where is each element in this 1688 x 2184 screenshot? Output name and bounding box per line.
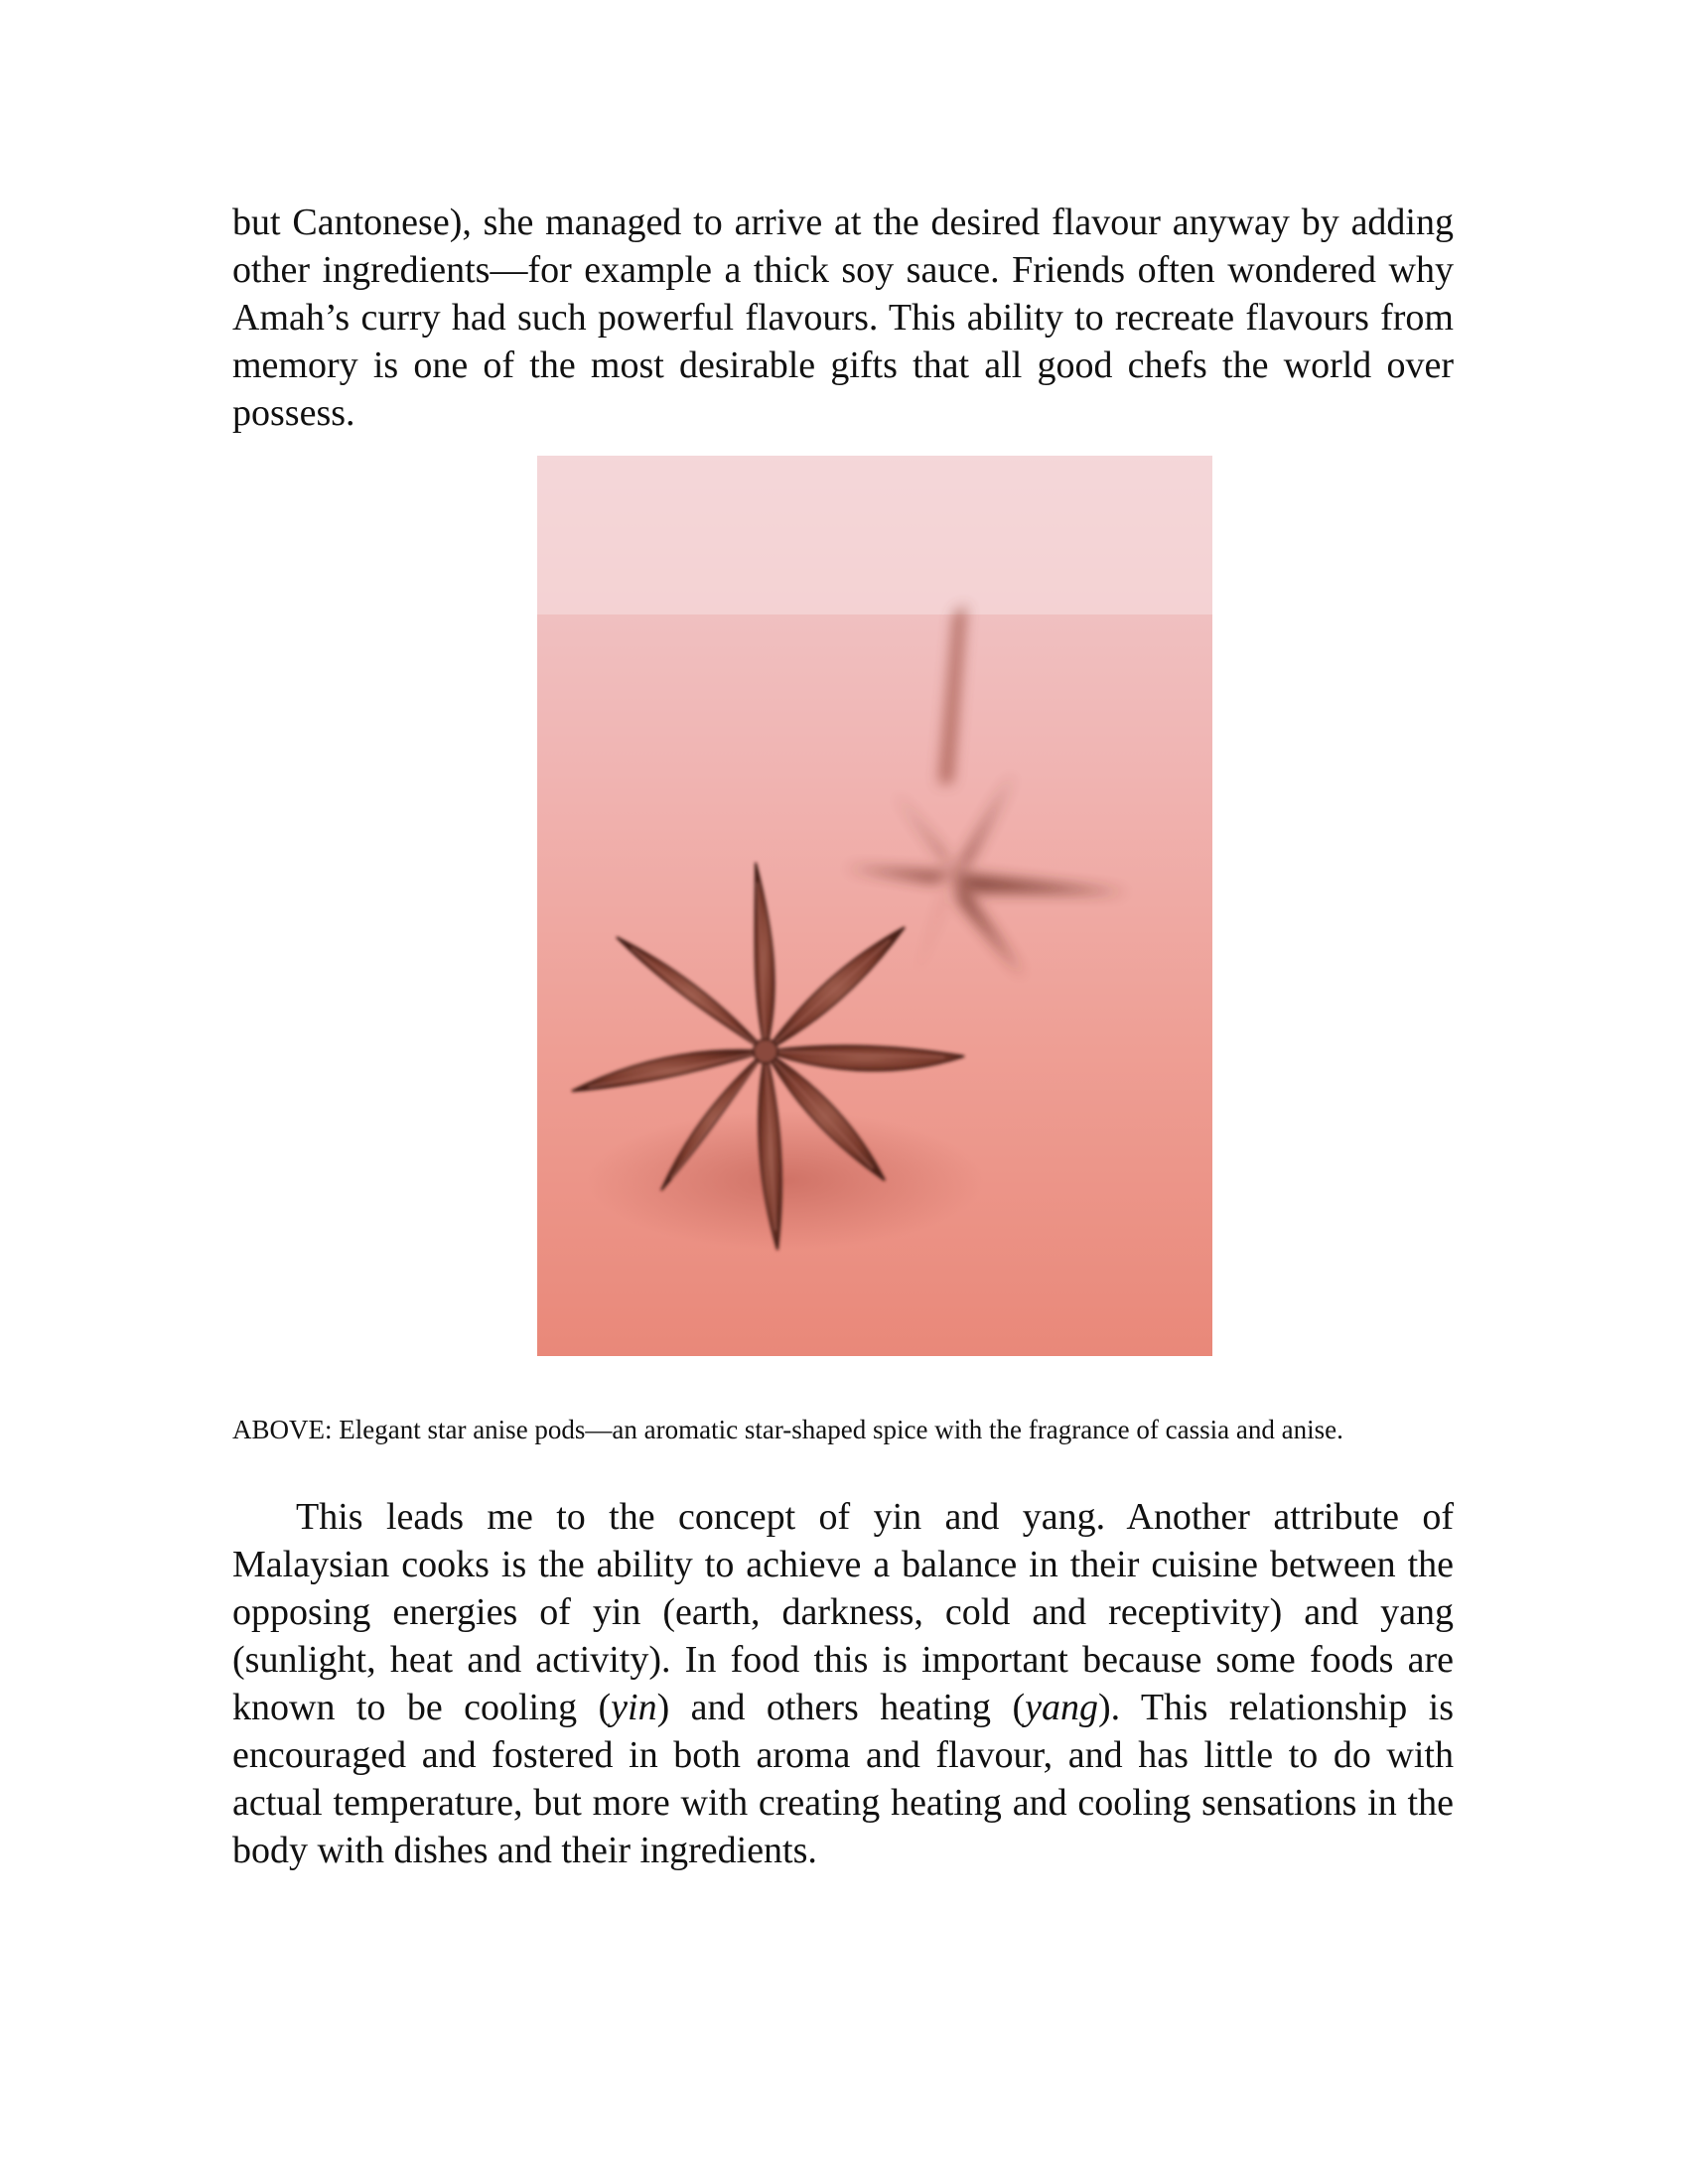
paragraph-bottom-part3: ). This relationship is encouraged and fostered in both aroma and flavour, and has little to do with actual temperature, but more with creating heating and cooling sensations in the body with dishes and their ingredients.: [232, 1687, 1454, 1871]
pod-shadow: [587, 1111, 984, 1250]
figure-caption: ABOVE: Elegant star anise pods—an aromatic star-shaped spice with the fragrance of cassia and anise.: [232, 1415, 1343, 1444]
back-star-anise-pod: [845, 605, 1128, 982]
paragraph-bottom-part1: This leads me to the concept of yin and yang. Another attribute of Malaysian cooks is the ability to achieve a balance in their cuisine between the opposing energies of yin (earth, darkness, cold and receptivity) and yang (sunlight, heat and activity). In food this is important because some foods are known to be cooling (: [232, 1496, 1454, 1728]
star-anise-illustration: [537, 456, 1212, 1356]
paragraph-top: but Cantonese), she managed to arrive at the desired flavour anyway by adding other ingredients—for example a thick soy sauce. Friends often wondered why Amah’s curry had such powerful flavours. This ability to recreate flavours from memory is one of the most desirable gifts that all good chefs the world over possess.: [232, 202, 1454, 434]
term-yin: yin: [611, 1687, 657, 1728]
term-yang: yang: [1025, 1687, 1098, 1728]
paragraph-bottom: [232, 1493, 1454, 1874]
star-anise-photo: [537, 456, 1212, 1356]
background-haze: [537, 456, 1212, 614]
paragraph-bottom-part2: ) and others heating (: [656, 1687, 1026, 1728]
